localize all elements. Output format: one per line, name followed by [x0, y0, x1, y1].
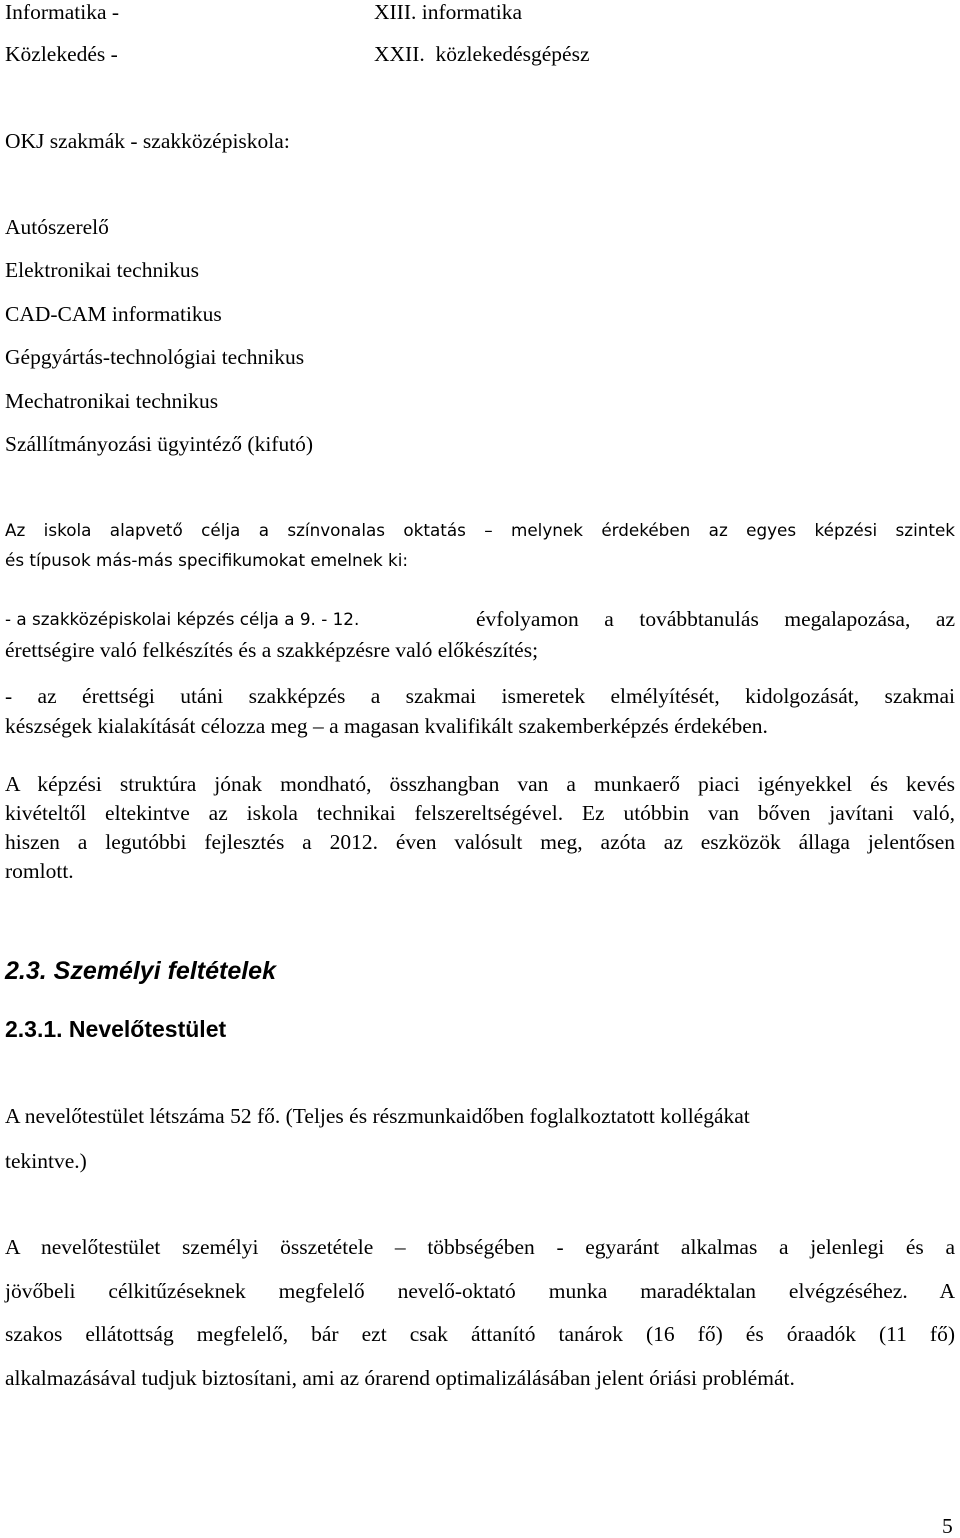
header-value-informatika: XIII. informatika: [374, 0, 523, 24]
okj-list-item: Mechatronikai technikus: [5, 389, 219, 413]
structure-paragraph-line: A képzési struktúra jónak mondható, összhangban van a munkaerő piaci igényekkel és kevés: [5, 772, 955, 796]
header-value-kozlekedes: XXII. közlekedésgépész: [374, 42, 590, 66]
page-number: 5: [942, 1514, 953, 1538]
header-label-informatika: Informatika -: [5, 0, 120, 24]
structure-paragraph-line: hiszen a legutóbbi fejlesztés a 2012. éven valósult meg, azóta az eszközök állaga jelentősen: [5, 830, 955, 854]
okj-heading: OKJ szakmák - szakközépiskola:: [5, 129, 290, 153]
bullet-2-line: - az érettségi utáni szakképzés a szakmai ismeretek elmélyítését, kidolgozását, szakmai: [5, 684, 955, 708]
structure-paragraph-line: kivételtől eltekintve az iskola technikai felszereltségével. Ez utóbbin van bőven javítani való,: [5, 801, 955, 825]
bullet-2-line: készségek kialakítását célozza meg – a magasan kvalifikált szakemberképzés érdekében.: [5, 714, 768, 738]
okj-list-item: CAD-CAM informatikus: [5, 302, 222, 326]
composition-paragraph-line: A nevelőtestület személyi összetétele – többségében - egyaránt alkalmas a jelenlegi és a: [5, 1235, 955, 1259]
section-heading: 2.3. Személyi feltételek: [5, 957, 276, 985]
bullet-1-line: érettségire való felkészítés és a szakképzésre való előkészítés;: [5, 638, 539, 662]
staff-count-line: A nevelőtestület létszáma 52 fő. (Teljes és részmunkaidőben foglalkoztatott kollégákat: [5, 1104, 750, 1128]
intro-paragraph-line: és típusok más-más specifikumokat emelnek ki:: [5, 550, 409, 570]
okj-list-item: Szállítmányozási ügyintéző (kifutó): [5, 432, 314, 456]
header-label-kozlekedes: Közlekedés -: [5, 42, 118, 66]
bullet-1-line-start: - a szakközépiskolai képzés célja a 9. - 12.: [5, 609, 360, 629]
structure-paragraph-line: romlott.: [5, 859, 74, 883]
okj-list-item: Elektronikai technikus: [5, 258, 200, 282]
okj-list-item: Autószerelő: [5, 215, 109, 239]
okj-list-item: Gépgyártás-technológiai technikus: [5, 345, 305, 369]
composition-paragraph-line: jövőbeli célkitűzéseknek megfelelő nevelő-oktató munka maradéktalan elvégzéséhez. A: [5, 1279, 955, 1303]
composition-paragraph-line: alkalmazásával tudjuk biztosítani, ami az órarend optimalizálásában jelent óriási problémát.: [5, 1366, 795, 1390]
staff-count-line: tekintve.): [5, 1149, 87, 1173]
subsection-heading: 2.3.1. Nevelőtestület: [5, 1016, 227, 1042]
composition-paragraph-line: szakos ellátottság megfelelő, bár ezt csak áttanító tanárok (16 fő) és óraadók (11 fő): [5, 1322, 955, 1346]
intro-paragraph-line: Az iskola alapvető célja a színvonalas oktatás – melynek érdekében az egyes képzési szintek: [5, 520, 955, 540]
bullet-1-line-end: évfolyamon a továbbtanulás megalapozása, az: [476, 607, 955, 631]
